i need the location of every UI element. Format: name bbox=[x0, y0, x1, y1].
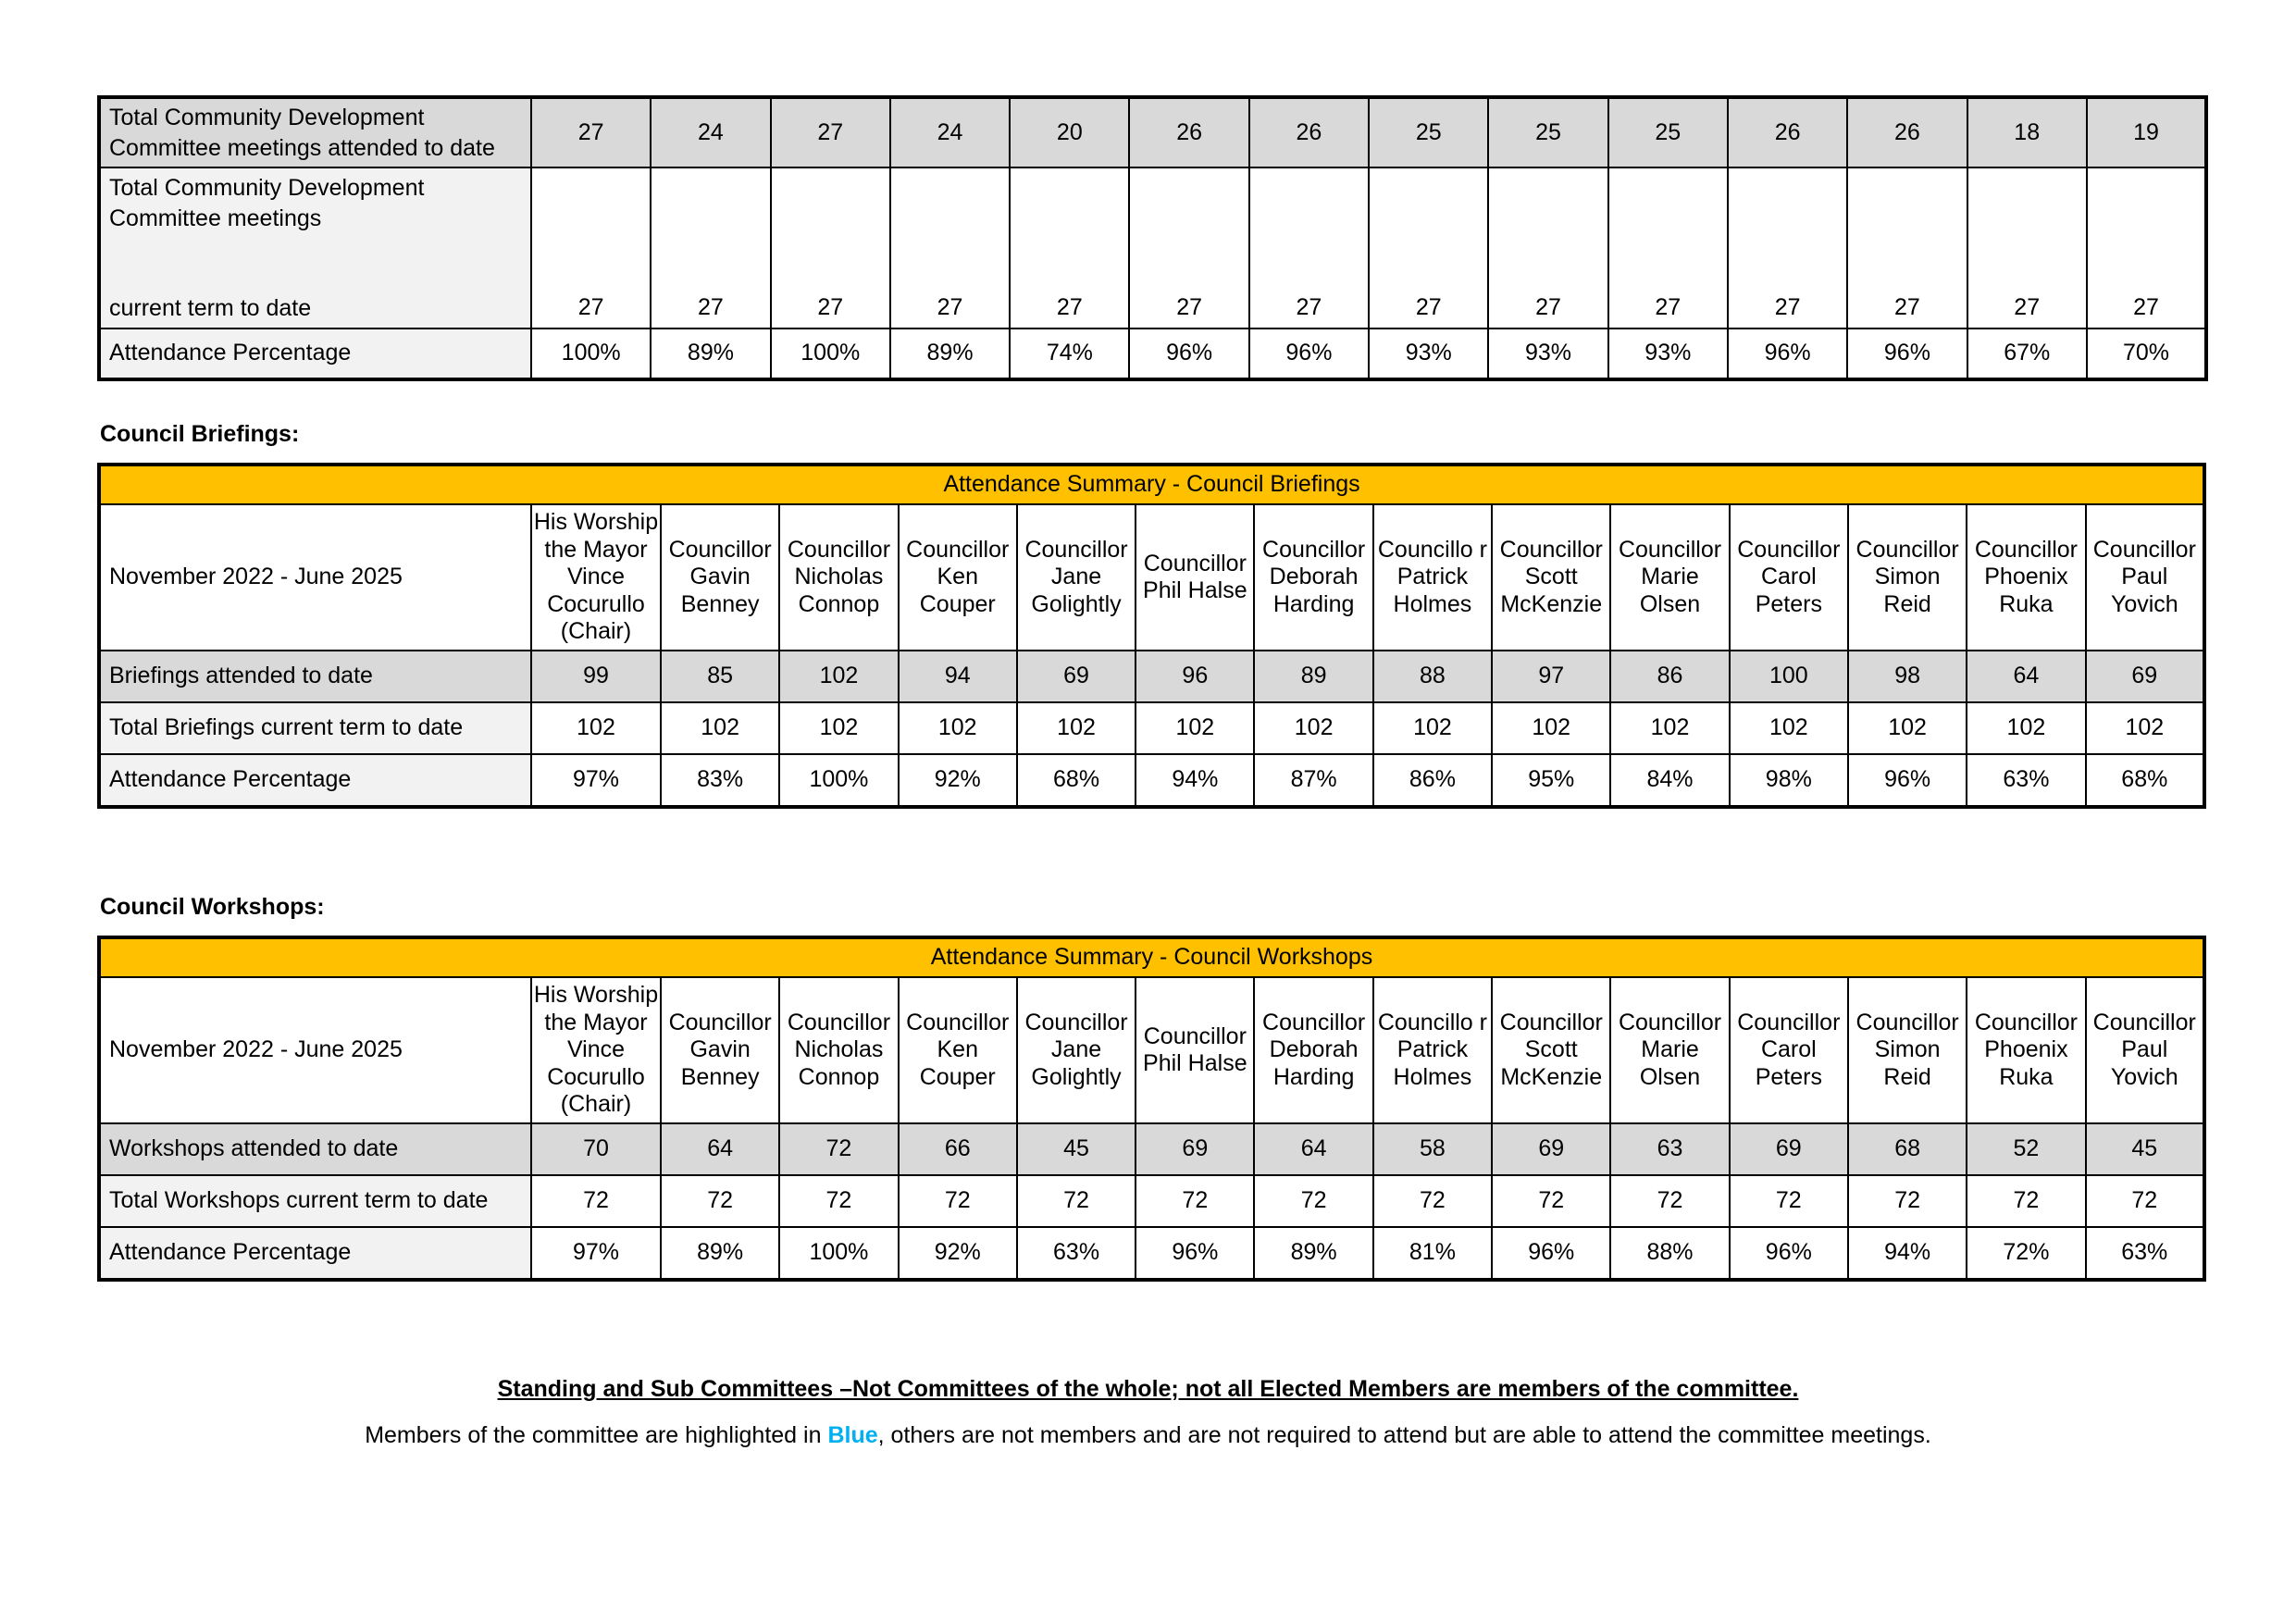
note-blue-keyword: Blue bbox=[827, 1422, 878, 1448]
data-cell: 102 bbox=[1967, 702, 2085, 754]
data-cell: 102 bbox=[779, 651, 898, 702]
data-cell: 27 bbox=[1369, 167, 1488, 329]
data-cell: 45 bbox=[2086, 1123, 2204, 1175]
data-cell: 27 bbox=[1847, 167, 1967, 329]
data-cell: 69 bbox=[1730, 1123, 1848, 1175]
data-cell: 25 bbox=[1369, 97, 1488, 167]
row-label: Total Workshops current term to date bbox=[99, 1175, 531, 1227]
data-cell: 102 bbox=[1730, 702, 1848, 754]
data-cell: 72 bbox=[1017, 1175, 1136, 1227]
member-header-11: Councillor Simon Reid bbox=[1848, 504, 1967, 651]
row-label: Attendance Percentage bbox=[99, 329, 531, 379]
data-cell: 26 bbox=[1847, 97, 1967, 167]
data-cell: 70 bbox=[531, 1123, 661, 1175]
data-cell: 94% bbox=[1848, 1227, 1967, 1280]
workshops-period-label: November 2022 - June 2025 bbox=[99, 977, 531, 1123]
data-cell: 81% bbox=[1373, 1227, 1492, 1280]
data-cell: 96% bbox=[1730, 1227, 1848, 1280]
member-header-0: His Worship the Mayor Vince Cocurullo (Chair) bbox=[531, 504, 661, 651]
data-cell: 96% bbox=[1249, 329, 1369, 379]
data-cell: 98% bbox=[1730, 754, 1848, 807]
data-cell: 67% bbox=[1967, 329, 2087, 379]
member-header-7: Councillo r Patrick Holmes bbox=[1373, 977, 1492, 1123]
data-cell: 27 bbox=[1010, 167, 1129, 329]
data-cell: 64 bbox=[1967, 651, 2085, 702]
data-cell: 24 bbox=[890, 97, 1010, 167]
data-cell: 87% bbox=[1254, 754, 1372, 807]
data-cell: 20 bbox=[1010, 97, 1129, 167]
row-label: Attendance Percentage bbox=[99, 1227, 531, 1280]
data-cell: 69 bbox=[1136, 1123, 1254, 1175]
data-cell: 102 bbox=[1017, 702, 1136, 754]
data-cell: 24 bbox=[651, 97, 770, 167]
data-cell: 58 bbox=[1373, 1123, 1492, 1175]
member-header-4: Councillor Jane Golightly bbox=[1017, 977, 1136, 1123]
member-header-8: Councillor Scott McKenzie bbox=[1492, 977, 1610, 1123]
member-header-4: Councillor Jane Golightly bbox=[1017, 504, 1136, 651]
briefings-header-row bbox=[99, 504, 2204, 651]
data-cell: 27 bbox=[2087, 167, 2206, 329]
data-cell: 102 bbox=[899, 702, 1017, 754]
data-cell: 69 bbox=[2086, 651, 2205, 702]
member-header-8: Councillor Scott McKenzie bbox=[1492, 504, 1610, 651]
data-cell: 100% bbox=[779, 1227, 898, 1280]
data-cell: 97 bbox=[1492, 651, 1610, 702]
data-cell: 27 bbox=[651, 167, 770, 329]
data-cell: 68% bbox=[2086, 754, 2205, 807]
data-cell: 72 bbox=[661, 1175, 779, 1227]
data-cell: 27 bbox=[1129, 167, 1248, 329]
note-body-after: , others are not members and are not required to attend but are able to attend the committee meetings. bbox=[877, 1422, 1931, 1448]
row-label: Workshops attended to date bbox=[99, 1123, 531, 1175]
data-cell: 72 bbox=[1967, 1175, 2085, 1227]
table-row bbox=[99, 754, 2204, 807]
data-cell: 102 bbox=[1492, 702, 1610, 754]
data-cell: 102 bbox=[2086, 702, 2205, 754]
data-cell: 89% bbox=[661, 1227, 779, 1280]
data-cell: 64 bbox=[661, 1123, 779, 1175]
data-cell: 72% bbox=[1967, 1227, 2085, 1280]
data-cell: 102 bbox=[1848, 702, 1967, 754]
data-cell: 95% bbox=[1492, 754, 1610, 807]
data-cell: 63% bbox=[1967, 754, 2085, 807]
table-row bbox=[99, 651, 2204, 702]
workshops-banner-title: Attendance Summary - Council Workshops bbox=[99, 937, 2204, 977]
data-cell: 52 bbox=[1967, 1123, 2085, 1175]
data-cell: 72 bbox=[1254, 1175, 1372, 1227]
data-cell: 25 bbox=[1608, 97, 1728, 167]
data-cell: 89% bbox=[1254, 1227, 1372, 1280]
data-cell: 96% bbox=[1129, 329, 1248, 379]
council-workshops-attendance-table bbox=[97, 936, 2206, 1282]
member-header-7: Councillo r Patrick Holmes bbox=[1373, 504, 1492, 651]
data-cell: 27 bbox=[1728, 167, 1847, 329]
data-cell: 89% bbox=[651, 329, 770, 379]
data-cell: 63% bbox=[1017, 1227, 1136, 1280]
data-cell: 96% bbox=[1847, 329, 1967, 379]
data-cell: 72 bbox=[531, 1175, 661, 1227]
data-cell: 84% bbox=[1610, 754, 1729, 807]
data-cell: 26 bbox=[1728, 97, 1847, 167]
data-cell: 27 bbox=[531, 97, 651, 167]
data-cell: 68% bbox=[1017, 754, 1136, 807]
member-header-13: Councillor Paul Yovich bbox=[2086, 504, 2205, 651]
table-row bbox=[99, 97, 2206, 167]
member-header-12: Councillor Phoenix Ruka bbox=[1967, 977, 2085, 1123]
table-row bbox=[99, 167, 2206, 329]
data-cell: 100 bbox=[1730, 651, 1848, 702]
data-cell: 72 bbox=[2086, 1175, 2204, 1227]
data-cell: 86 bbox=[1610, 651, 1729, 702]
data-cell: 27 bbox=[771, 97, 890, 167]
data-cell: 70% bbox=[2087, 329, 2206, 379]
data-cell: 27 bbox=[1608, 167, 1728, 329]
data-cell: 27 bbox=[771, 167, 890, 329]
data-cell: 102 bbox=[661, 702, 779, 754]
data-cell: 100% bbox=[779, 754, 898, 807]
data-cell: 100% bbox=[771, 329, 890, 379]
data-cell: 69 bbox=[1017, 651, 1136, 702]
data-cell: 27 bbox=[1249, 167, 1369, 329]
member-header-2: Councillor Nicholas Connop bbox=[779, 504, 898, 651]
community-development-table-body bbox=[99, 97, 2206, 379]
data-cell: 72 bbox=[779, 1123, 898, 1175]
data-cell: 26 bbox=[1249, 97, 1369, 167]
data-cell: 63% bbox=[2086, 1227, 2204, 1280]
data-cell: 96% bbox=[1136, 1227, 1254, 1280]
row-label: Total Community Development Committee meetings current term to date bbox=[99, 167, 531, 329]
data-cell: 97% bbox=[531, 1227, 661, 1280]
data-cell: 72 bbox=[1492, 1175, 1610, 1227]
data-cell: 102 bbox=[1136, 702, 1254, 754]
row-label: Attendance Percentage bbox=[99, 754, 531, 807]
data-cell: 102 bbox=[779, 702, 898, 754]
data-cell: 64 bbox=[1254, 1123, 1372, 1175]
member-header-9: Councillor Marie Olsen bbox=[1610, 977, 1729, 1123]
committees-note-heading: Standing and Sub Committees –Not Committees of the whole; not all Elected Members are members of the committee. bbox=[497, 1376, 1799, 1402]
member-header-1: Councillor Gavin Benney bbox=[661, 977, 779, 1123]
data-cell: 72 bbox=[779, 1175, 898, 1227]
member-header-3: Councillor Ken Couper bbox=[899, 504, 1017, 651]
data-cell: 99 bbox=[531, 651, 661, 702]
member-header-11: Councillor Simon Reid bbox=[1848, 977, 1967, 1123]
table-row bbox=[99, 1227, 2204, 1280]
data-cell: 94 bbox=[899, 651, 1017, 702]
council-briefings-caption: Council Briefings: bbox=[100, 421, 300, 447]
data-cell: 86% bbox=[1373, 754, 1492, 807]
briefings-banner-row bbox=[99, 465, 2204, 504]
briefings-table-body bbox=[99, 651, 2204, 807]
data-cell: 92% bbox=[899, 1227, 1017, 1280]
data-cell: 93% bbox=[1608, 329, 1728, 379]
data-cell: 96% bbox=[1848, 754, 1967, 807]
data-cell: 27 bbox=[890, 167, 1010, 329]
member-header-10: Councillor Carol Peters bbox=[1730, 977, 1848, 1123]
community-development-attendance-table bbox=[97, 95, 2208, 381]
data-cell: 85 bbox=[661, 651, 779, 702]
member-header-12: Councillor Phoenix Ruka bbox=[1967, 504, 2085, 651]
data-cell: 74% bbox=[1010, 329, 1129, 379]
data-cell: 96% bbox=[1728, 329, 1847, 379]
member-header-1: Councillor Gavin Benney bbox=[661, 504, 779, 651]
data-cell: 27 bbox=[1967, 167, 2087, 329]
data-cell: 68 bbox=[1848, 1123, 1967, 1175]
data-cell: 96% bbox=[1492, 1227, 1610, 1280]
data-cell: 93% bbox=[1369, 329, 1488, 379]
row-label: Total Community Development Committee meetings attended to date bbox=[99, 97, 531, 167]
data-cell: 102 bbox=[1254, 702, 1372, 754]
data-cell: 18 bbox=[1967, 97, 2087, 167]
data-cell: 19 bbox=[2087, 97, 2206, 167]
data-cell: 88 bbox=[1373, 651, 1492, 702]
table-row bbox=[99, 702, 2204, 754]
data-cell: 89% bbox=[890, 329, 1010, 379]
data-cell: 26 bbox=[1129, 97, 1248, 167]
data-cell: 98 bbox=[1848, 651, 1967, 702]
data-cell: 27 bbox=[1488, 167, 1607, 329]
data-cell: 45 bbox=[1017, 1123, 1136, 1175]
committees-note-body bbox=[0, 1422, 2296, 1449]
data-cell: 72 bbox=[1730, 1175, 1848, 1227]
member-header-0: His Worship the Mayor Vince Cocurullo (Chair) bbox=[531, 977, 661, 1123]
workshops-table-body bbox=[99, 1123, 2204, 1280]
briefings-period-label: November 2022 - June 2025 bbox=[99, 504, 531, 651]
table-row bbox=[99, 1175, 2204, 1227]
briefings-banner-title: Attendance Summary - Council Briefings bbox=[99, 465, 2204, 504]
data-cell: 25 bbox=[1488, 97, 1607, 167]
data-cell: 72 bbox=[1373, 1175, 1492, 1227]
workshops-header-row bbox=[99, 977, 2204, 1123]
member-header-2: Councillor Nicholas Connop bbox=[779, 977, 898, 1123]
data-cell: 102 bbox=[1610, 702, 1729, 754]
data-cell: 96 bbox=[1136, 651, 1254, 702]
member-header-6: Councillor Deborah Harding bbox=[1254, 504, 1372, 651]
member-header-6: Councillor Deborah Harding bbox=[1254, 977, 1372, 1123]
member-header-9: Councillor Marie Olsen bbox=[1610, 504, 1729, 651]
data-cell: 69 bbox=[1492, 1123, 1610, 1175]
table-row bbox=[99, 329, 2206, 379]
data-cell: 102 bbox=[1373, 702, 1492, 754]
council-workshops-caption: Council Workshops: bbox=[100, 894, 325, 920]
data-cell: 72 bbox=[1136, 1175, 1254, 1227]
member-header-3: Councillor Ken Couper bbox=[899, 977, 1017, 1123]
data-cell: 66 bbox=[899, 1123, 1017, 1175]
workshops-banner-row bbox=[99, 937, 2204, 977]
note-body-before: Members of the committee are highlighted in bbox=[365, 1422, 828, 1448]
data-cell: 88% bbox=[1610, 1227, 1729, 1280]
data-cell: 27 bbox=[531, 167, 651, 329]
data-cell: 72 bbox=[899, 1175, 1017, 1227]
data-cell: 100% bbox=[531, 329, 651, 379]
council-briefings-attendance-table bbox=[97, 463, 2206, 809]
data-cell: 93% bbox=[1488, 329, 1607, 379]
member-header-5: Councillor Phil Halse bbox=[1136, 977, 1254, 1123]
row-label: Briefings attended to date bbox=[99, 651, 531, 702]
data-cell: 94% bbox=[1136, 754, 1254, 807]
row-label: Total Briefings current term to date bbox=[99, 702, 531, 754]
member-header-10: Councillor Carol Peters bbox=[1730, 504, 1848, 651]
data-cell: 92% bbox=[899, 754, 1017, 807]
member-header-13: Councillor Paul Yovich bbox=[2086, 977, 2204, 1123]
data-cell: 102 bbox=[531, 702, 661, 754]
table-row bbox=[99, 1123, 2204, 1175]
data-cell: 97% bbox=[531, 754, 661, 807]
data-cell: 89 bbox=[1254, 651, 1372, 702]
member-header-5: Councillor Phil Halse bbox=[1136, 504, 1254, 651]
data-cell: 72 bbox=[1610, 1175, 1729, 1227]
data-cell: 63 bbox=[1610, 1123, 1729, 1175]
data-cell: 83% bbox=[661, 754, 779, 807]
data-cell: 72 bbox=[1848, 1175, 1967, 1227]
